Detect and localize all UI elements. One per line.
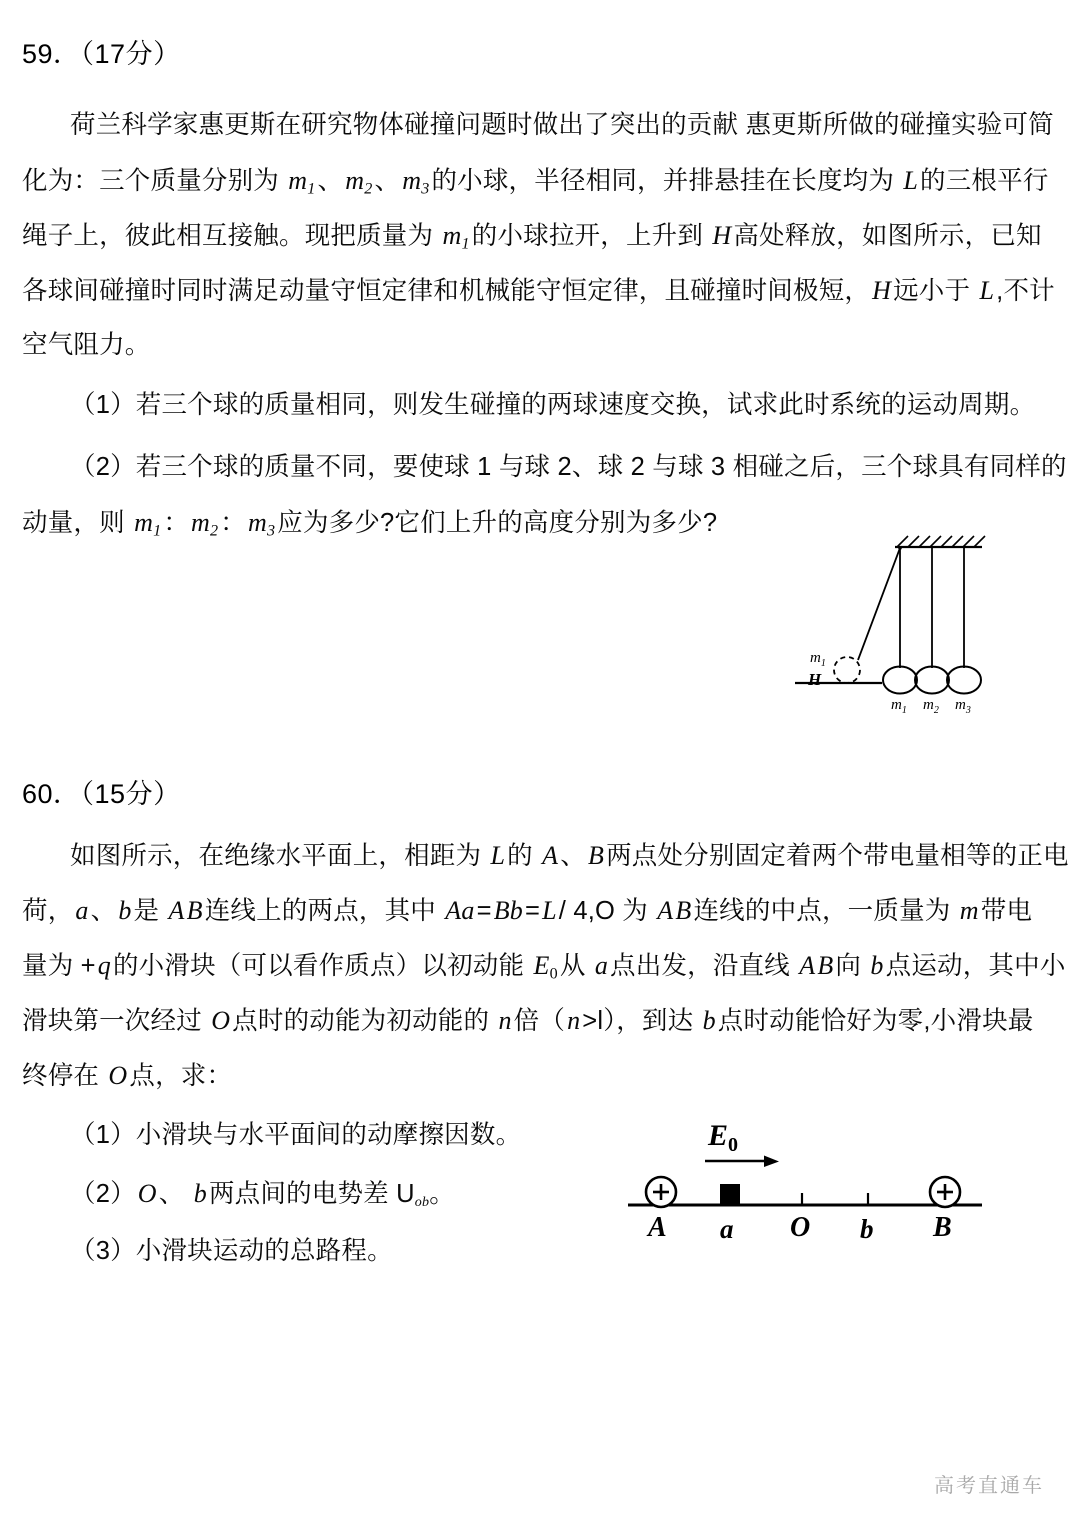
symbol-H-b: H bbox=[872, 276, 892, 305]
p59-l3-c: 高处释放，如图所示，已知 bbox=[733, 222, 1042, 250]
problem-60-sub-question-3: （3）小滑块运动的总路程。 bbox=[70, 1237, 393, 1265]
label-point-B: B bbox=[933, 1212, 952, 1243]
symbol-b-b: b bbox=[870, 951, 884, 980]
p59-q2-e: 应为多少?它们上升的高度分别为多少? bbox=[277, 509, 718, 537]
p60-l1-b: 的 bbox=[507, 842, 541, 870]
problem-60-sub-question-2 bbox=[70, 1166, 455, 1230]
p60-l3-f: 点运动，其中小 bbox=[885, 952, 1066, 980]
label-point-A: A bbox=[648, 1212, 667, 1243]
symbol-n-b: n bbox=[567, 1006, 581, 1035]
p60-l5-b: 点，求： bbox=[129, 1062, 233, 1090]
problem-59-sub-question-2-line-1: （2）若三个球的质量不同，要使球 1 与球 2、球 2 与球 3 相碰之后，三个球具有同样的 bbox=[70, 453, 1067, 481]
raised-ball-dashed bbox=[834, 657, 860, 683]
ball-2 bbox=[915, 667, 949, 694]
symbol-m1-b: $m_1$ bbox=[442, 221, 470, 253]
symbol-q: q bbox=[97, 951, 111, 980]
problem-59-line-2 bbox=[22, 153, 1049, 217]
watermark-text: 高考直通车 bbox=[934, 1475, 1044, 1497]
symbol-b: b bbox=[118, 896, 132, 925]
p60-l2-i: 带电 bbox=[980, 897, 1033, 925]
p60-q2-d: 。 bbox=[429, 1180, 455, 1208]
symbol-E0: $E_0$ bbox=[533, 951, 558, 983]
problem-60-line-2 bbox=[22, 883, 1032, 939]
label-ball-1: $m_1$ bbox=[891, 697, 907, 716]
problem-59-line-4 bbox=[22, 263, 1055, 319]
p60-l5-a: 终停在 bbox=[22, 1062, 107, 1090]
problem-60-line-5 bbox=[22, 1048, 232, 1104]
p60-l2-d: 连线上的两点，其中 bbox=[204, 897, 444, 925]
symbol-b-d: b bbox=[193, 1179, 207, 1208]
p60-q2-c: 两点间的电势差 U bbox=[208, 1180, 415, 1208]
figure-electric-field-axis bbox=[620, 1108, 1000, 1258]
field-arrow-head bbox=[764, 1156, 779, 1168]
p60-l2-e: = bbox=[476, 897, 492, 925]
symbol-Bb: Bb bbox=[493, 896, 523, 925]
p59-l2-c: 、 bbox=[374, 167, 401, 195]
p59-l2-a: 化为：三个质量分别为 bbox=[22, 167, 287, 195]
p60-l1-a: 如图所示，在绝缘水平面上，相距为 bbox=[70, 842, 489, 870]
symbol-b-c: b bbox=[702, 1006, 716, 1035]
symbol-O-b: O bbox=[108, 1061, 128, 1090]
symbol-AB-b: A bbox=[657, 896, 674, 925]
p59-q2-d: ： bbox=[220, 509, 246, 537]
symbol-L-60b: L bbox=[542, 896, 557, 925]
label-ball-2: $m_2$ bbox=[923, 697, 939, 716]
ceiling-hatching bbox=[897, 536, 985, 547]
p60-l4-a: 滑块第一次经过 bbox=[22, 1007, 210, 1035]
p59-l2-b: 、 bbox=[317, 167, 344, 195]
label-E0: $E_0$ bbox=[708, 1119, 739, 1156]
p59-l4-a: 各球间碰撞时同时满足动量守恒定律和机械能守恒定律，且碰撞时间极短， bbox=[22, 277, 871, 305]
p60-l1-d: 两点处分别固定着两个带电量相等的正电 bbox=[606, 842, 1069, 870]
p60-l3-c: 从 bbox=[559, 952, 593, 980]
symbol-L-60: L bbox=[490, 841, 506, 870]
ball-3 bbox=[947, 667, 981, 694]
slider-block bbox=[720, 1184, 740, 1205]
symbol-AB-c2: B bbox=[817, 951, 834, 980]
symbol-L: L bbox=[903, 166, 919, 195]
p60-l1-c: 、 bbox=[560, 842, 586, 870]
p60-l3-b: 的小滑块（可以看作质点）以初动能 bbox=[112, 952, 532, 980]
p60-l3-d: 点出发，沿直线 bbox=[610, 952, 798, 980]
p60-l4-c: 倍（ bbox=[513, 1007, 566, 1035]
label-height-H: H bbox=[808, 670, 822, 689]
p59-q2-c: ： bbox=[163, 509, 190, 537]
problem-60-sub-question-1: （1）小滑块与水平面间的动摩擦因数。 bbox=[70, 1121, 522, 1149]
symbol-L-b: L bbox=[979, 276, 995, 305]
page-left-edge bbox=[0, 0, 3, 1522]
p59-l4-c: ,不计 bbox=[996, 277, 1055, 305]
symbol-m2: $m_2$ bbox=[345, 166, 373, 198]
symbol-n: n bbox=[498, 1006, 512, 1035]
p60-l2-h: 连线的中点，一质量为 bbox=[693, 897, 958, 925]
p59-l2-e: 的三根平行 bbox=[920, 167, 1049, 195]
problem-60-number: 60．（15分） bbox=[22, 779, 181, 809]
symbol-AB-c: A bbox=[799, 951, 816, 980]
symbol-m3: $m_3$ bbox=[402, 166, 430, 198]
label-ball-3: $m_3$ bbox=[955, 697, 971, 716]
symbol-B: B bbox=[587, 841, 605, 870]
problem-60-line-3 bbox=[22, 938, 1066, 1002]
problem-59-line-3 bbox=[22, 208, 1042, 272]
symbol-AB: A bbox=[168, 896, 185, 925]
p60-q2-a: （2） bbox=[70, 1180, 136, 1208]
problem-60-line-1 bbox=[70, 828, 1069, 884]
symbol-AB-b2: B bbox=[675, 896, 692, 925]
symbol-m1-c: $m_1$ bbox=[134, 508, 162, 540]
p59-l2-d: 的小球，半径相同，并排悬挂在长度均为 bbox=[431, 167, 902, 195]
p60-l3-e: 向 bbox=[835, 952, 869, 980]
symbol-AB2: B bbox=[186, 896, 203, 925]
symbol-A: A bbox=[542, 841, 559, 870]
label-point-a: a bbox=[720, 1214, 734, 1244]
symbol-m2-c: $m_2$ bbox=[191, 508, 219, 540]
p60-l2-a: 荷， bbox=[22, 897, 74, 925]
problem-60-line-4 bbox=[22, 993, 1033, 1049]
symbol-H: H bbox=[712, 221, 732, 250]
p59-q2-b: 动量，则 bbox=[22, 509, 133, 537]
p59-l3-a: 绳子上，彼此相互接触。现把质量为 bbox=[22, 222, 441, 250]
p60-l3-a: 量为 + bbox=[22, 952, 96, 980]
symbol-O-c: O bbox=[137, 1179, 157, 1208]
problem-59-sub-question-1: （1）若三个球的质量相同，则发生碰撞的两球速度交换，试求此时系统的运动周期。 bbox=[70, 391, 1036, 419]
p60-l4-d: >l），到达 bbox=[582, 1007, 701, 1035]
p60-l4-e: 点时动能恰好为零,小滑块最 bbox=[717, 1007, 1034, 1035]
symbol-m3-c: $m_3$ bbox=[248, 508, 276, 540]
subscript-ob: ob bbox=[414, 1195, 430, 1211]
p60-l4-b: 点时的动能为初动能的 bbox=[232, 1007, 497, 1035]
problem-59-line-1: 荷兰科学家惠更斯在研究物体碰撞问题时做出了突出的贡献 惠更斯所做的碰撞实验可简 bbox=[70, 111, 1054, 139]
p60-l2-f: = bbox=[524, 897, 541, 925]
ball-1 bbox=[883, 667, 917, 694]
p59-l3-b: 的小球拉开，上升到 bbox=[471, 222, 711, 250]
label-point-b: b bbox=[860, 1214, 874, 1244]
symbol-O: O bbox=[211, 1006, 231, 1035]
problem-59-number: 59．（17分） bbox=[22, 39, 181, 69]
label-point-O: O bbox=[790, 1212, 811, 1243]
problem-59-line-5: 空气阻力。 bbox=[22, 331, 151, 359]
symbol-m1: $m_1$ bbox=[288, 166, 316, 198]
symbol-m-60: m bbox=[959, 896, 979, 925]
figure-newtons-cradle bbox=[790, 525, 1040, 725]
symbol-a: a bbox=[75, 896, 89, 925]
p60-l2-g: / 4,O 为 bbox=[558, 897, 656, 925]
p60-q2-b: 、 bbox=[158, 1180, 192, 1208]
p60-l2-b: 、 bbox=[90, 897, 117, 925]
symbol-a-b: a bbox=[594, 951, 609, 980]
label-raised-ball-m1: $m_1$ bbox=[810, 650, 826, 669]
symbol-Aa: Aa bbox=[445, 896, 475, 925]
p59-l4-b: 远小于 bbox=[893, 277, 978, 305]
problem-59-sub-question-2-line-2 bbox=[22, 495, 717, 559]
raised-ball-string bbox=[858, 548, 900, 660]
p60-l2-c: 是 bbox=[133, 897, 167, 925]
